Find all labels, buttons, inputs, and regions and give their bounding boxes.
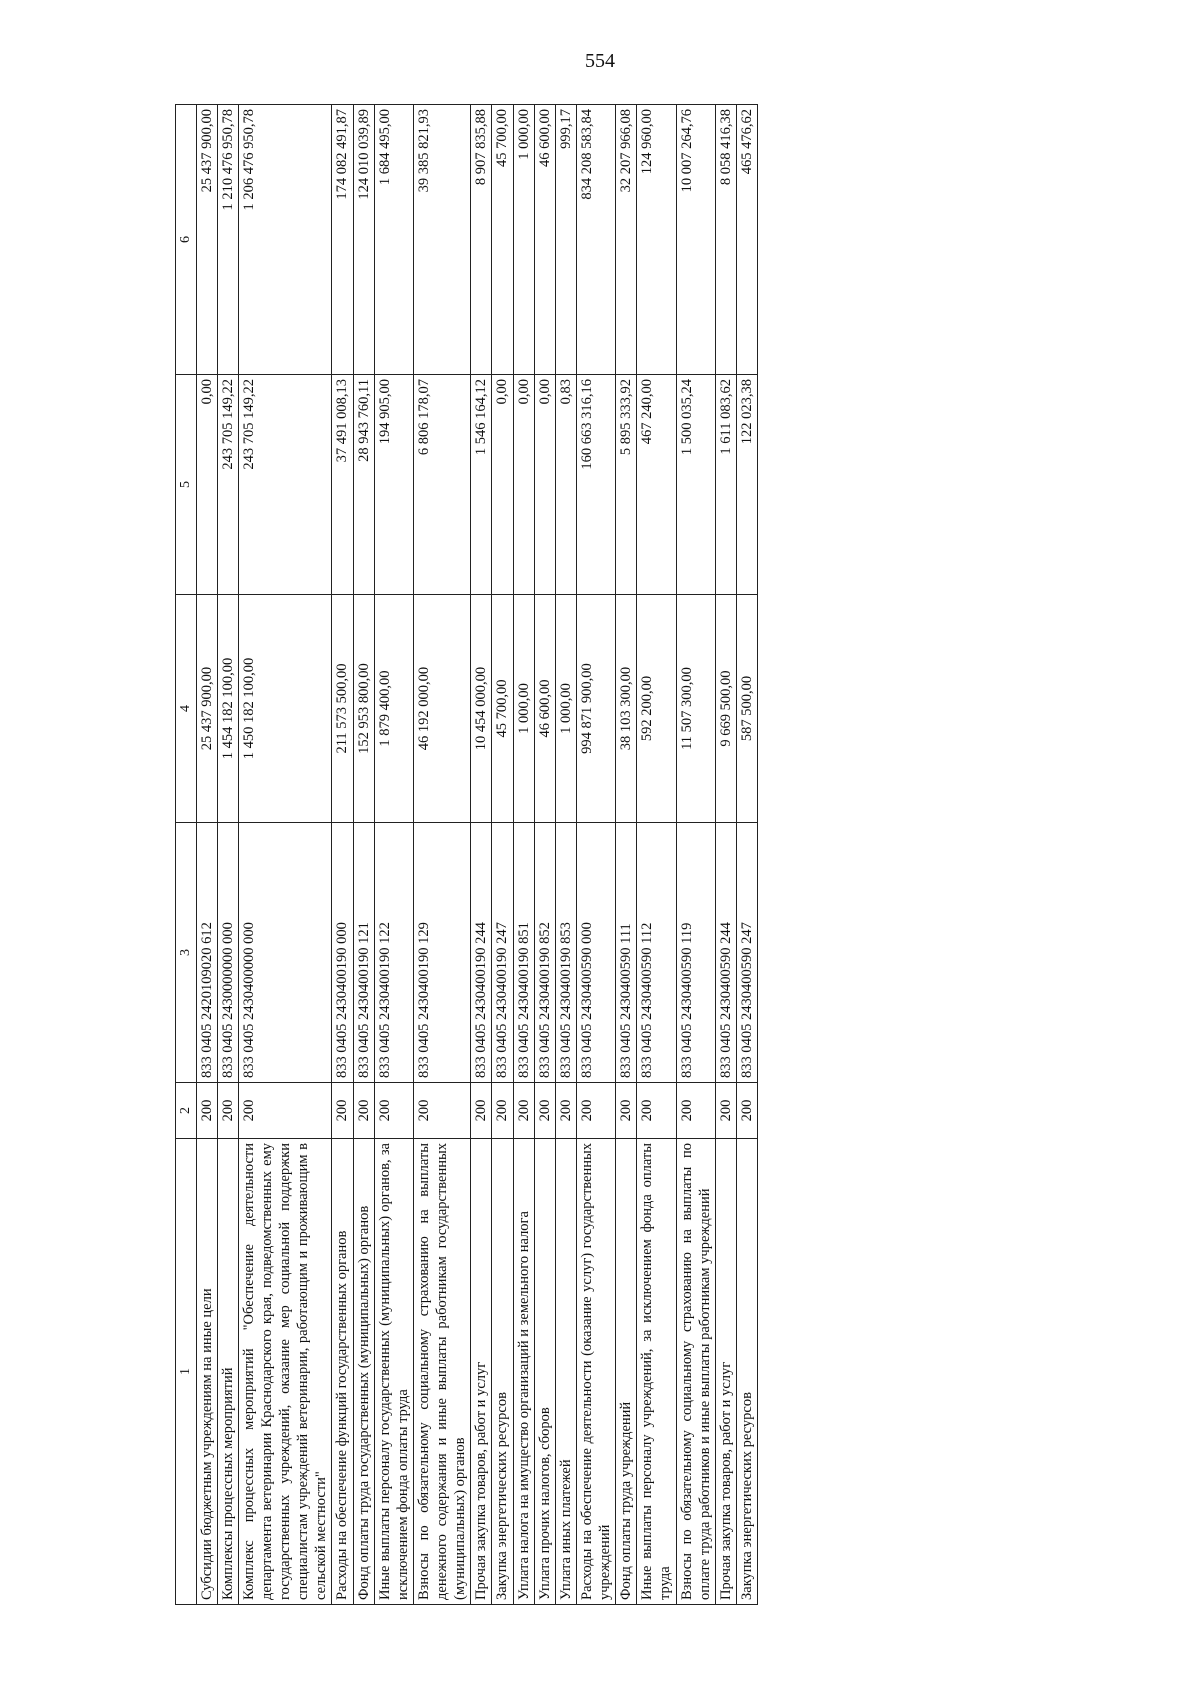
row-remainder-cell: 999,17	[555, 105, 576, 375]
row-name-cell: Расходы на обеспечение деятельности (оказание услуг) государственных учреждений	[576, 1139, 615, 1605]
row-executed-cell: 467 240,00	[637, 375, 676, 595]
row-remainder-cell: 46 600,00	[534, 105, 555, 375]
row-remainder-cell: 45 700,00	[492, 105, 513, 375]
table-row	[217, 105, 238, 1605]
row-status-cell: 200	[353, 1083, 374, 1139]
table-body	[176, 105, 758, 1605]
row-code-cell: 833 0405 2430400190 121	[353, 823, 374, 1083]
row-code-cell: 833 0405 2430400190 122	[374, 823, 413, 1083]
row-name-cell: Уплата налога на имущество организаций и земельного налога	[513, 1139, 534, 1605]
row-name-cell: Иные выплаты персоналу учреждений, за исключением фонда оплаты труда	[637, 1139, 676, 1605]
row-name-cell: Комплекс процессных мероприятий "Обеспечение деятельности департамента ветеринарии Краснодарского края, подведомственных ему государственных учреждений, оказание мер социальной поддержки специалистам учреждений ветеринарии, работающим и проживающим в сельской местности"	[238, 1139, 332, 1605]
row-remainder-cell: 10 007 264,76	[676, 105, 715, 375]
row-name-cell: Уплата прочих налогов, сборов	[534, 1139, 555, 1605]
row-status-cell: 200	[736, 1083, 757, 1139]
row-code-cell: 833 0405 2430400590 111	[616, 823, 637, 1083]
row-executed-cell: 243 705 149,22	[217, 375, 238, 595]
row-status-cell: 200	[332, 1083, 353, 1139]
row-executed-cell: 0,00	[513, 375, 534, 595]
table-row	[616, 105, 637, 1605]
table-row	[413, 105, 470, 1605]
row-code-cell: 833 0405 2430400590 244	[715, 823, 736, 1083]
row-code-cell: 833 0405 2430400190 129	[413, 823, 470, 1083]
row-code-cell: 833 0405 2430400190 247	[492, 823, 513, 1083]
row-name-cell: Уплата иных платежей	[555, 1139, 576, 1605]
row-plan-cell: 10 454 000,00	[471, 595, 492, 823]
row-code-cell: 833 0405 2430400190 244	[471, 823, 492, 1083]
row-remainder-cell: 174 082 491,87	[332, 105, 353, 375]
row-executed-cell: 0,00	[534, 375, 555, 595]
row-executed-cell: 1 500 035,24	[676, 375, 715, 595]
row-name-cell: Комплексы процессных мероприятий	[217, 1139, 238, 1605]
row-name-cell: Прочая закупка товаров, работ и услуг	[715, 1139, 736, 1605]
row-plan-cell: 11 507 300,00	[676, 595, 715, 823]
table-row	[576, 105, 615, 1605]
row-status-cell: 200	[513, 1083, 534, 1139]
row-executed-cell: 0,00	[196, 375, 217, 595]
row-code-cell: 833 0405 2430400590 112	[637, 823, 676, 1083]
table-row	[513, 105, 534, 1605]
row-remainder-cell: 1 210 476 950,78	[217, 105, 238, 375]
table-row	[374, 105, 413, 1605]
row-status-cell: 200	[555, 1083, 576, 1139]
table-row	[332, 105, 353, 1605]
header-cell: 4	[176, 595, 197, 823]
row-remainder-cell: 32 207 966,08	[616, 105, 637, 375]
row-executed-cell: 0,00	[492, 375, 513, 595]
row-status-cell: 200	[637, 1083, 676, 1139]
row-plan-cell: 211 573 500,00	[332, 595, 353, 823]
row-code-cell: 833 0405 2430400000 000	[238, 823, 332, 1083]
row-executed-cell: 6 806 178,07	[413, 375, 470, 595]
row-plan-cell: 46 600,00	[534, 595, 555, 823]
table-row	[353, 105, 374, 1605]
header-cell: 6	[176, 105, 197, 375]
header-cell: 2	[176, 1083, 197, 1139]
row-name-cell: Взносы по обязательному социальному страхованию на выплаты денежного содержания и иные выплаты работникам государственных (муниципальных) органов	[413, 1139, 470, 1605]
row-remainder-cell: 465 476,62	[736, 105, 757, 375]
row-status-cell: 200	[534, 1083, 555, 1139]
row-code-cell: 833 0405 2430400190 000	[332, 823, 353, 1083]
table-row	[534, 105, 555, 1605]
row-plan-cell: 587 500,00	[736, 595, 757, 823]
row-status-cell: 200	[471, 1083, 492, 1139]
table-row	[637, 105, 676, 1605]
table-row	[196, 105, 217, 1605]
row-name-cell: Закупка энергетических ресурсов	[492, 1139, 513, 1605]
rotated-table-container	[175, 105, 1020, 1605]
row-status-cell: 200	[492, 1083, 513, 1139]
row-remainder-cell: 834 208 583,84	[576, 105, 615, 375]
row-plan-cell: 592 200,00	[637, 595, 676, 823]
row-status-cell: 200	[616, 1083, 637, 1139]
row-status-cell: 200	[217, 1083, 238, 1139]
table-row	[492, 105, 513, 1605]
row-name-cell: Субсидии бюджетным учреждениям на иные цели	[196, 1139, 217, 1605]
row-code-cell: 833 0405 2430400190 852	[534, 823, 555, 1083]
row-status-cell: 200	[413, 1083, 470, 1139]
row-remainder-cell: 25 437 900,00	[196, 105, 217, 375]
row-plan-cell: 1 000,00	[513, 595, 534, 823]
row-executed-cell: 160 663 316,16	[576, 375, 615, 595]
row-code-cell: 833 0405 2430400590 000	[576, 823, 615, 1083]
table-row	[715, 105, 736, 1605]
row-plan-cell: 1 454 182 100,00	[217, 595, 238, 823]
row-status-cell: 200	[374, 1083, 413, 1139]
row-code-cell: 833 0405 2430400590 119	[676, 823, 715, 1083]
row-name-cell: Иные выплаты персоналу государственных (муниципальных) органов, за исключением фонда оплаты труда	[374, 1139, 413, 1605]
budget-table	[175, 104, 758, 1605]
row-remainder-cell: 8 907 835,88	[471, 105, 492, 375]
row-plan-cell: 25 437 900,00	[196, 595, 217, 823]
row-code-cell: 833 0405 2420109020 612	[196, 823, 217, 1083]
row-status-cell: 200	[715, 1083, 736, 1139]
row-name-cell: Взносы по обязательному социальному страхованию на выплаты по оплате труда работников и иные выплаты работникам учреждений	[676, 1139, 715, 1605]
row-plan-cell: 38 103 300,00	[616, 595, 637, 823]
row-plan-cell: 994 871 900,00	[576, 595, 615, 823]
row-plan-cell: 9 669 500,00	[715, 595, 736, 823]
table-row	[555, 105, 576, 1605]
header-cell: 3	[176, 823, 197, 1083]
row-code-cell: 833 0405 2430400190 853	[555, 823, 576, 1083]
row-remainder-cell: 124 960,00	[637, 105, 676, 375]
row-name-cell: Фонд оплаты труда учреждений	[616, 1139, 637, 1605]
row-executed-cell: 28 943 760,11	[353, 375, 374, 595]
row-name-cell: Расходы на обеспечение функций государственных органов	[332, 1139, 353, 1605]
row-name-cell: Закупка энергетических ресурсов	[736, 1139, 757, 1605]
row-executed-cell: 1 611 083,62	[715, 375, 736, 595]
page-number: 554	[585, 50, 615, 72]
row-code-cell: 833 0405 2430400190 851	[513, 823, 534, 1083]
row-name-cell: Фонд оплаты труда государственных (муниципальных) органов	[353, 1139, 374, 1605]
row-code-cell: 833 0405 2430400590 247	[736, 823, 757, 1083]
row-remainder-cell: 1 206 476 950,78	[238, 105, 332, 375]
row-remainder-cell: 8 058 416,38	[715, 105, 736, 375]
row-executed-cell: 194 905,00	[374, 375, 413, 595]
header-row	[176, 105, 197, 1605]
row-executed-cell: 0,83	[555, 375, 576, 595]
header-cell: 5	[176, 375, 197, 595]
row-plan-cell: 1 450 182 100,00	[238, 595, 332, 823]
header-cell: 1	[176, 1139, 197, 1605]
row-status-cell: 200	[196, 1083, 217, 1139]
row-name-cell: Прочая закупка товаров, работ и услуг	[471, 1139, 492, 1605]
row-code-cell: 833 0405 2430000000 000	[217, 823, 238, 1083]
row-plan-cell: 1 000,00	[555, 595, 576, 823]
row-executed-cell: 5 895 333,92	[616, 375, 637, 595]
row-executed-cell: 122 023,38	[736, 375, 757, 595]
row-plan-cell: 46 192 000,00	[413, 595, 470, 823]
row-remainder-cell: 1 000,00	[513, 105, 534, 375]
table-row	[471, 105, 492, 1605]
row-plan-cell: 1 879 400,00	[374, 595, 413, 823]
row-status-cell: 200	[238, 1083, 332, 1139]
row-executed-cell: 243 705 149,22	[238, 375, 332, 595]
row-remainder-cell: 124 010 039,89	[353, 105, 374, 375]
table-row	[736, 105, 757, 1605]
row-status-cell: 200	[576, 1083, 615, 1139]
row-plan-cell: 45 700,00	[492, 595, 513, 823]
row-executed-cell: 37 491 008,13	[332, 375, 353, 595]
row-executed-cell: 1 546 164,12	[471, 375, 492, 595]
row-remainder-cell: 1 684 495,00	[374, 105, 413, 375]
row-plan-cell: 152 953 800,00	[353, 595, 374, 823]
row-remainder-cell: 39 385 821,93	[413, 105, 470, 375]
table-row	[238, 105, 332, 1605]
table-row	[676, 105, 715, 1605]
row-status-cell: 200	[676, 1083, 715, 1139]
